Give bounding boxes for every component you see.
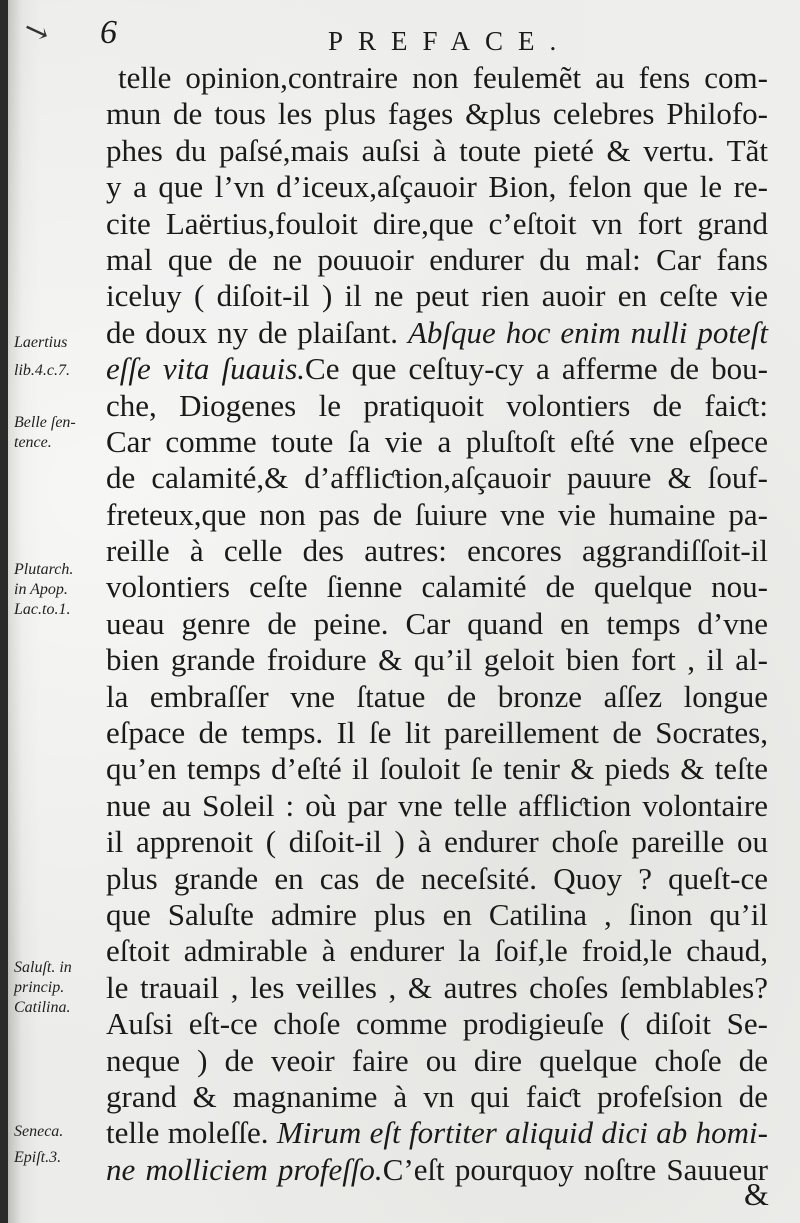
margin-note-line: princip. xyxy=(14,979,65,996)
page-gutter-shadow xyxy=(0,0,8,1223)
margin-note-salust xyxy=(14,958,72,1018)
text-line xyxy=(106,1115,768,1151)
latin-quote: ne molliciem profeſſo. xyxy=(106,1151,383,1187)
ink-mark: ↘ xyxy=(19,11,55,52)
catchword: & xyxy=(744,1176,769,1212)
running-title: PREFACE. xyxy=(328,26,572,56)
latin-quote: Mirum eſt fortiter aliquid dici ab homi- xyxy=(276,1115,768,1151)
text-line xyxy=(106,351,768,387)
margin-note-line: lib.4.c.7. xyxy=(14,362,70,379)
text-fragment: de doux ny de plaiſant. xyxy=(106,314,408,350)
text-line: neque ) de veoir faire ou dire quelque choſe de xyxy=(106,1042,768,1078)
latin-quote: Abſque hoc enim nulli poteſt xyxy=(407,314,768,350)
margin-note-line: Belle ſen- xyxy=(14,414,76,431)
text-line: che, Diogenes le pratiquoit volontiers de faiƈt: xyxy=(106,387,768,423)
margin-note-laertius xyxy=(14,333,70,381)
text-line: plus grande en cas de neceſsité. Quoy ? queſt-ce xyxy=(106,860,768,896)
text-line: Car comme toute ſa vie a pluſtoſt eſté vne eſpece xyxy=(106,423,768,459)
latin-quote: eſſe vita ſuauis. xyxy=(106,351,306,387)
text-line: volontiers ceſte ſienne calamité de quelque nou- xyxy=(106,569,768,605)
text-line: que Saluſte admire plus en Catilina , ſinon qu’il xyxy=(106,896,768,932)
text-line: nue au Soleil : où par vne telle affliƈtion volontaire xyxy=(106,787,768,823)
text-line: ueau genre de peine. Car quand en temps d’vne xyxy=(106,605,768,641)
text-line: grand & magnanime à vn qui faiƈt profeſsion de xyxy=(106,1078,768,1114)
body-text xyxy=(106,60,768,1188)
text-line: le trauail , les veilles , & autres choſes ſemblables? xyxy=(106,969,768,1005)
text-line: eſpace de temps. Il ſe lit pareillement de Socrates, xyxy=(106,715,768,751)
text-line: bien grande froidure & qu’il geloit bien fort , il al- xyxy=(106,642,768,678)
text-line: telle opinion,contraire non feulemẽt au fens com- xyxy=(118,60,768,95)
text-line: freteux,que non pas de ſuiure vne vie humaine pa- xyxy=(106,496,768,532)
text-fragment: telle moleſſe. xyxy=(106,1115,277,1151)
margin-note-line: Plutarch. xyxy=(14,561,74,578)
page-number: 6 xyxy=(100,14,117,51)
margin-note-line: Laertius xyxy=(14,334,68,351)
text-fragment: C’eſt pourquoy noſtre Sauueur xyxy=(382,1151,769,1187)
text-line: phes du paſsé,mais auſsi à toute pieté & vertu. Tãt xyxy=(106,132,768,168)
margin-note-line: Saluſt. in xyxy=(14,959,72,976)
text-line xyxy=(106,1152,768,1188)
text-line: iceluy ( diſoit-il ) il ne peut rien auoir en ceſte vie xyxy=(106,278,768,314)
margin-note-line: Epiſt.3. xyxy=(14,1149,62,1166)
text-line: cite Laërtius,fouloit dire,que c’eſtoit vn fort grand xyxy=(106,205,768,241)
margin-note-line: tence. xyxy=(14,434,52,451)
margin-note-plutarch xyxy=(14,560,73,620)
margin-note-seneca xyxy=(14,1122,63,1168)
text-line: eſtoit admirable à endurer la ſoif,le froid,le chaud, xyxy=(106,933,768,969)
text-line: mal que de ne pouuoir endurer du mal: Car fans xyxy=(106,241,768,277)
text-line: de calamité,& d’affliƈtion,aſçauoir pauure & ſouf- xyxy=(106,460,768,496)
margin-note-belle-sentence xyxy=(14,413,76,453)
text-line: il apprenoit ( diſoit-il ) à endurer choſe pareille ou xyxy=(106,824,768,860)
text-line: la embraſſer vne ſtatue de bronze aſſez longue xyxy=(106,678,768,714)
text-fragment: Ce que ceſtuy-cy a afferme de bou- xyxy=(305,351,768,387)
margin-note-line: Lac.to.1. xyxy=(14,601,71,618)
text-line: mun de tous les plus fages &plus celebres Philofo- xyxy=(106,96,768,132)
text-line: reille à celle des autres: encores aggrandiſſoit-il xyxy=(106,533,768,569)
text-line xyxy=(106,315,768,351)
text-line: Auſsi eſt-ce choſe comme prodigieuſe ( diſoit Se- xyxy=(106,1006,768,1042)
margin-note-line: in Apop. xyxy=(14,581,68,598)
text-line: qu’en temps d’eſté il ſouloit ſe tenir & pieds & teſte xyxy=(106,751,768,787)
text-line: y a que l’vn d’iceux,aſçauoir Bion, felon que le re- xyxy=(106,169,768,205)
margin-note-line: Seneca. xyxy=(14,1123,64,1140)
margin-note-line: Catilina. xyxy=(14,999,71,1016)
